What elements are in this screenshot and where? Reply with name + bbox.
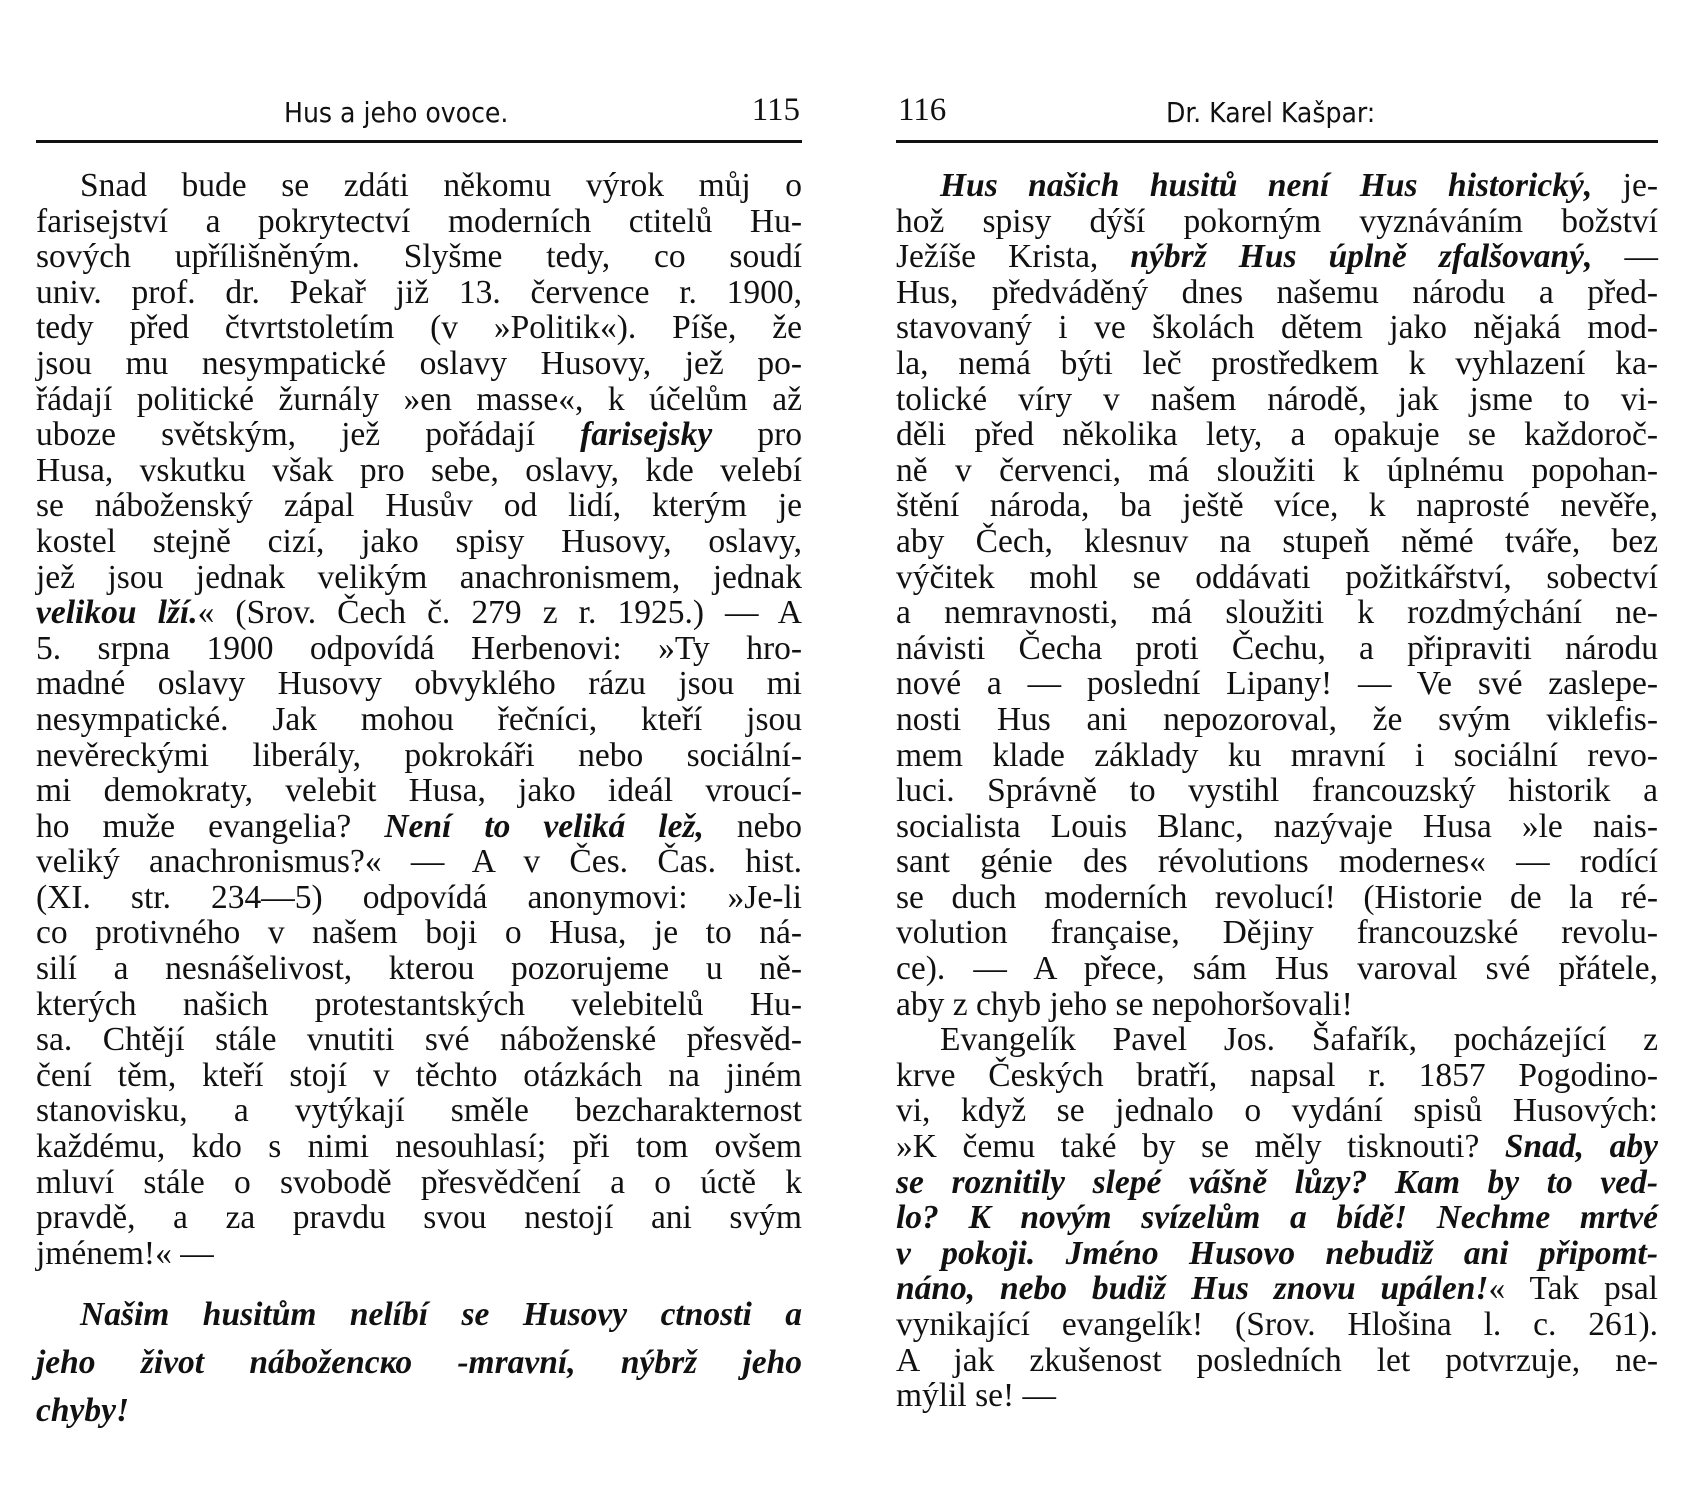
text-line: sant génie des révolutions modernes« — rodící (896, 843, 1658, 881)
text-line: silí a nesnášelivost, kterou pozorujeme u ně- (36, 950, 802, 988)
text-line: štění národa, ba ještě více, k naprosté nevěře, (896, 487, 1658, 525)
text-line: jež jsou jednak velikým anachronismem, jednak (36, 558, 802, 596)
text-line: A jak zkušenost posledních let potvrzuje, ne- (896, 1341, 1658, 1379)
text-line: děli před několika lety, a opakuje se každoroč- (896, 416, 1658, 454)
text-line: tedy před čtvrtstoletím (v »Politik«). Píše, že (36, 309, 802, 347)
text-line: veliký anachronismus?« — A v Čes. Čas. hist. (36, 843, 802, 881)
text-line: nové a — poslední Lipany! — Ve své zaslepe- (896, 665, 1658, 703)
italic-run: se roznitily slepé vášně lůzy? Kam by to ved- (896, 1163, 1658, 1201)
text-line: nevěreckými liberály, pokrokáři nebo sociální- (36, 736, 802, 774)
text-line: 5. srpna 1900 odpovídá Herbenovi: »Ty hro- (36, 629, 802, 667)
text-run: « (Srov. Čech č. 279 z r. 1925.) — A (197, 594, 802, 632)
italic-run: nýbrž Hus úplně zfalšovaný, (1130, 238, 1593, 276)
right-page-header (896, 92, 1658, 143)
running-title: Dr. Karel Kašpar: (1166, 96, 1376, 129)
text-run: pro (712, 416, 803, 454)
text-line: kterých našich protestantských velebitelů Hu- (36, 985, 802, 1023)
left-page-header (36, 92, 802, 143)
text-line: každému, kdo s nimi nesouhlasí; při tom ovšem (36, 1128, 802, 1166)
text-line: Hus, předváděný dnes našemu národu a před- (896, 273, 1658, 311)
text-line: farisejství a pokrytectví moderních ctitelů Hu- (36, 202, 802, 240)
text-line: co protivného v našem boji o Husa, je to ná- (36, 914, 802, 952)
italic-run: Snad, aby (1504, 1128, 1658, 1166)
text-line: ce). — A přece, sám Hus varoval své přátele, (896, 950, 1658, 988)
text-line (896, 239, 1658, 275)
text-run: « Tak psal (1488, 1270, 1658, 1308)
italic-run: náno, nebo budiž Hus znovu upálen! (896, 1270, 1489, 1308)
text-line: sových upřílišněným. Slyšme tedy, co soudí (36, 238, 802, 276)
text-line (896, 1165, 1658, 1201)
text-line: kostel stejně cizí, jako spisy Husovy, oslavy, (36, 522, 802, 560)
text-line: (XI. str. 234—5) odpovídá anonymovi: »Je-li (36, 878, 802, 916)
text-line: mi demokraty, velebit Husa, jako ideál vroucí- (36, 772, 802, 810)
text-line: jménem!« — (36, 1234, 214, 1272)
text-line: Husa, vskutku však pro sebe, oslavy, kde velebí (36, 451, 802, 489)
text-line: univ. prof. dr. Pekař již 13. července r. 1900, (36, 273, 802, 311)
text-line (896, 1129, 1658, 1165)
text-line: madné oslavy Husovy obvyklého rázu jsou mi (36, 665, 802, 703)
text-line: Evangelík Pavel Jos. Šafařík, pocházející z (940, 1021, 1658, 1059)
text-line: vynikající evangelík! (Srov. Hlošina l. c. 261). (896, 1306, 1658, 1343)
text-line: Našim husitům nelíbí se Husovy ctnosti a (80, 1296, 802, 1334)
text-line: tolické víry v našem národě, jak jsme to vi- (896, 380, 1658, 418)
text-line: jsou mu nesympatické oslavy Husovy, jež po- (36, 344, 802, 382)
italic-run: v pokoji. Jméno Husovo nebudiž ani připomt- (896, 1234, 1658, 1272)
italic-run: Není to veliká lež, (384, 807, 704, 845)
text-line: se duch moderních revolucí! (Historie de la ré- (896, 878, 1658, 916)
text-line: aby Čech, klesnuv na stupeň němé tváře, bez (896, 522, 1658, 560)
text-line: stavovaný i ve školách dětem jako nějaká mod- (896, 309, 1658, 347)
text-line: krve Českých bratří, napsal r. 1857 Pogodino- (896, 1056, 1658, 1094)
text-line (36, 595, 802, 631)
italic-run: Hus našich husitů není Hus historický, (940, 167, 1593, 204)
text-run: nebo (703, 807, 802, 845)
text-line: mem klade základy ku mravní i sociální revo- (896, 736, 1658, 774)
text-line: nesympatické. Jak mohou řečníci, kteří jsou (36, 700, 802, 738)
text-line: výčitek mohl se oddávati požitkářství, sobectví (896, 558, 1658, 596)
italic-run: velikou lží. (36, 594, 198, 632)
text-line: volution française, Dějiny francouzské revolu- (896, 914, 1658, 952)
text-line (896, 1200, 1658, 1236)
text-line: socialista Louis Blanc, nazývaje Husa »le nais- (896, 807, 1658, 845)
text-line (36, 809, 802, 845)
text-run: »K čemu také by se měly tisknouti? (896, 1128, 1505, 1166)
running-title: Hus a jeho ovoce. (284, 96, 509, 129)
italic-run: lo? K novým svízelům a bídě! Nechme mrtvé (896, 1199, 1658, 1237)
text-line: nosti Hus ani nepozoroval, že svým viklefis- (896, 700, 1658, 738)
text-line: čení těm, kteří stojí v těchto otázkách na jiném (36, 1056, 802, 1094)
text-run: — (1592, 238, 1659, 276)
text-line: se náboženský zápal Husův od lidí, kterým je (36, 487, 802, 525)
text-line: Snad bude se zdáti někomu výrok můj o (80, 167, 802, 204)
text-line: a nemravnosti, má sloužiti k rozdmýchání ne- (896, 594, 1658, 632)
text-line: mýlil se! — (896, 1377, 1057, 1415)
page-number: 116 (898, 92, 947, 128)
page-number: 115 (751, 92, 800, 128)
right-page (896, 0, 1658, 1500)
text-line: luci. Správně to vystihl francouzský historik a (896, 772, 1658, 810)
text-run: ho muže evangelia? (36, 807, 385, 845)
left-page (36, 0, 802, 1500)
text-line: jeho život náboženско -mravní, nýbrž jeho (36, 1344, 802, 1382)
text-line: hož spisy dýší pokorným vyznáváním božství (896, 202, 1658, 240)
text-run: Ježíše Krista, (896, 238, 1131, 276)
left-page-body (36, 168, 802, 1435)
right-page-body (896, 168, 1658, 1414)
closing-statement (36, 1291, 802, 1435)
text-line (36, 417, 802, 453)
text-run: uboze světským, jež pořádají (36, 416, 581, 454)
text-line: sa. Chtějí stále vnutiti své náboženské přesvěd- (36, 1021, 802, 1059)
text-line: chyby! (36, 1392, 130, 1430)
text-line (896, 168, 1658, 204)
text-line: mluví stále o svobodě přesvědčení a o úctě k (36, 1163, 802, 1201)
italic-run: farisejsky (580, 416, 713, 454)
text-line (896, 1271, 1658, 1307)
text-run: je- (1592, 167, 1658, 204)
text-line (896, 1236, 1658, 1272)
text-line: vi, když se jednalo o vydání spisů Husových: (896, 1092, 1658, 1130)
text-line: ně v červenci, má sloužiti k úplnému popohan- (896, 451, 1658, 489)
text-line: la, nemá býti leč prostředkem k vyhlazení ka- (896, 344, 1658, 382)
text-line: řádají politické žurnály »en masse«, k účelům až (36, 380, 802, 418)
text-line: aby z chyb jeho se nepohoršovali! (896, 985, 1353, 1023)
text-line: stanovisku, a vytýkají směle bezcharakternost (36, 1092, 802, 1130)
text-line: návisti Čecha proti Čechu, a připraviti národu (896, 629, 1658, 667)
text-line: pravdě, a za pravdu svou nestojí ani svým (36, 1199, 802, 1237)
